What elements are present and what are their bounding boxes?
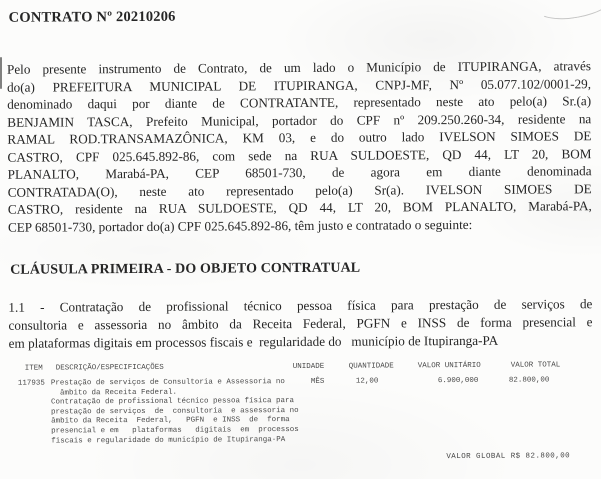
text-line: PLANALTO, Marabá-PA, CEP 68501-730, de agora em diante denominada — [7, 163, 592, 182]
text-line: 1.1 - Contratação de profissional técnico pessoa física para prestação de serviços de — [8, 296, 593, 315]
row-item-number: 117935 — [17, 379, 45, 388]
clause-1-1-paragraph — [8, 295, 592, 353]
row-valor-total: 82.800,00 — [508, 376, 550, 385]
text-line: denominado daqui por diante de CONTRATANTE, representado neste ato pelo(a) Sr.(a) — [7, 93, 592, 112]
text-line: Contratação de profissional técnico pessoa física para — [50, 397, 295, 407]
table-header-quantidade: QUANTIDADE — [348, 362, 394, 371]
text-line: CONTRATADA(O), neste ato representado pelo(a) Sr(a). IVELSON SIMOES DE — [7, 180, 592, 200]
text-line: BENJAMIN TASCA, Prefeito Municipal, portador do CPF nº 209.250.260-34, residente na — [7, 110, 592, 130]
text-line: consultoria e assessoria no âmbito da Receita Federal, PGFN e INSS de forma presencial e — [8, 314, 593, 333]
contract-title: CONTRATO Nº 20210206 — [8, 8, 176, 26]
table-header-valor-total: VALOR TOTAL — [510, 361, 561, 370]
text-line: em plataformas digitais em processos fiscais e regularidade do município de Itupiranga-PA — [8, 332, 499, 351]
table-header-valor-unitario: VALOR UNITÁRIO — [417, 361, 481, 371]
text-line: CASTRO, residente na RUA SULDOESTE, QD 44, LT 20, BOM PLANALTO, Marabá-PA, — [7, 198, 592, 217]
table-header-item: ITEM — [24, 364, 43, 373]
table-header-unidade: UNIDADE — [292, 362, 325, 372]
row-unidade: MÊS — [310, 377, 325, 386]
text-line: do(a) PREFEITURA MUNICIPAL DE ITUPIRANGA, CNPJ-MF, Nº 05.077.102/0001-29, — [7, 75, 592, 95]
text-line: âmbito da Receita Federal. — [50, 388, 177, 398]
valor-global-line: VALOR GLOBAL R$ 82.800,00 — [446, 452, 571, 462]
row-quantidade: 12,00 — [355, 377, 379, 386]
row-description — [51, 378, 321, 447]
intro-paragraph — [7, 57, 592, 236]
text-line: CEP 68501-730, portador do(a) CPF 025.645.892-86, têm justo e contratado o seguinte: — [7, 216, 473, 235]
text-line: prestação de serviços de consultoria e assessoria no — [51, 406, 299, 417]
text-line: Pelo presente instrumento de Contrato, de um lado o Município de ITUPIRANGA, através — [6, 58, 591, 77]
text-line: CASTRO, CPF 025.645.892-86, com sede na RUA SULDOESTE, QD 44, LT 20, BOM — [7, 145, 592, 165]
row-valor-unitario: 6.900,000 — [437, 376, 479, 386]
clause-heading: CLÁUSULA PRIMEIRA - DO OBJETO CONTRATUAL — [10, 260, 361, 278]
text-line: fiscais e regularidade do município de Itupiranga-PA — [51, 435, 286, 446]
text-line: presencial e em plataformas digitais em processos — [51, 425, 299, 436]
text-line: RAMAL ROD.TRANSAMAZÔNICA, KM 03, e do outro lado IVELSON SIMOES DE — [7, 128, 592, 147]
text-line: âmbito da Receita Federal, PGFN e INSS de forma — [51, 416, 290, 426]
text-line: Prestação de serviços de Consultoria e Assessoria no — [50, 378, 285, 388]
table-header-descricao: DESCRIÇÃO/ESPECIFICAÇÕES — [55, 363, 164, 373]
